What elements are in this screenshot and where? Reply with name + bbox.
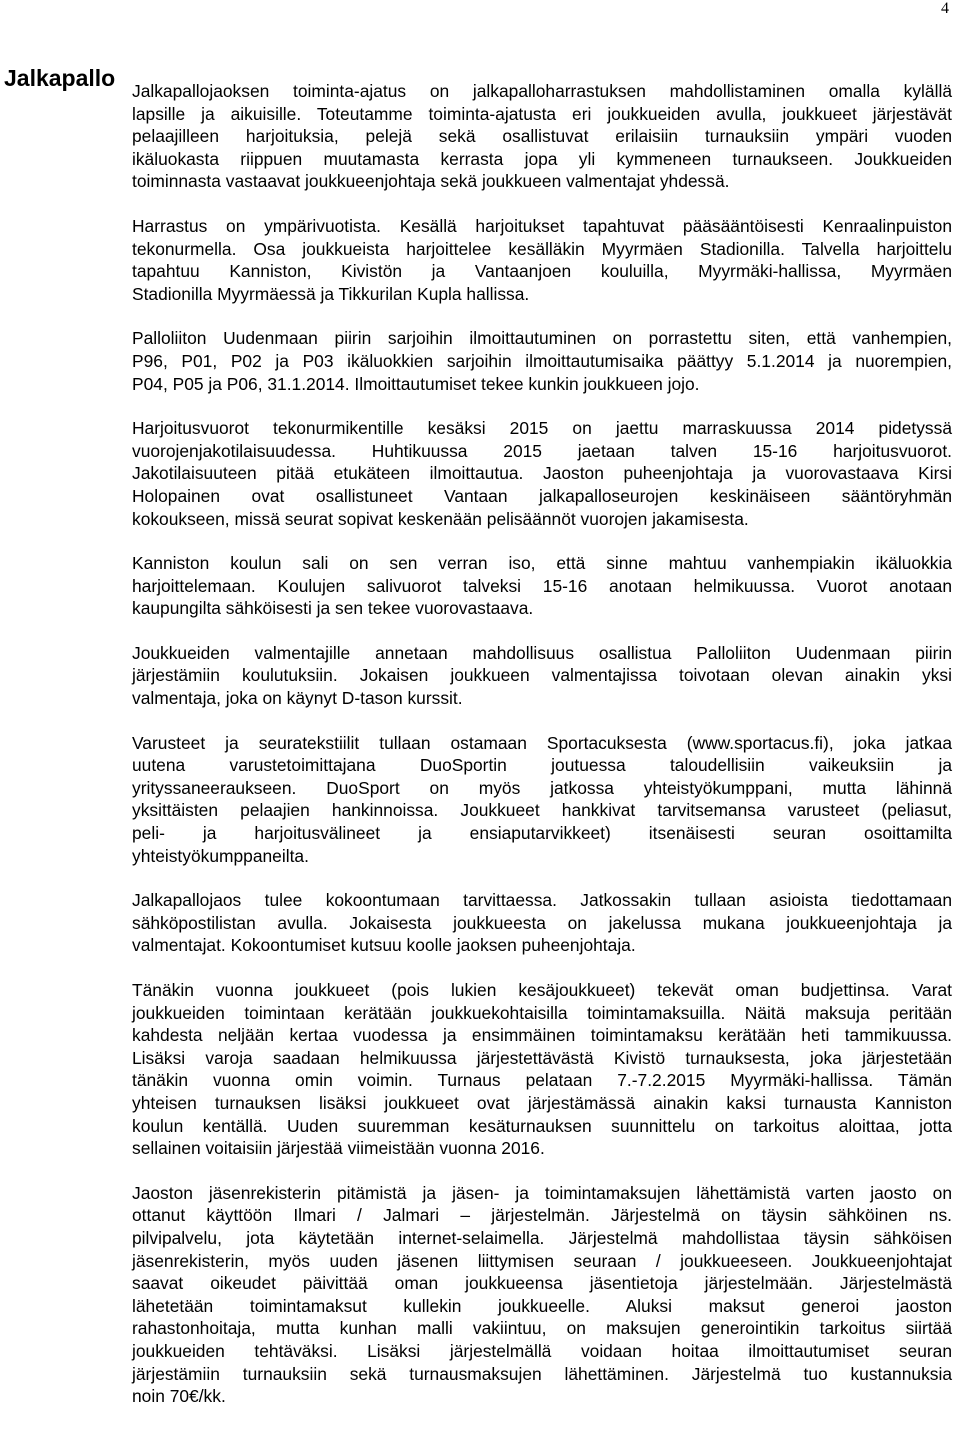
page-number: 4 — [941, 0, 949, 17]
document-body — [132, 80, 952, 1430]
paragraph-line: pilvipalvelu, jota käytetään internet-selaimella. Järjestelmä mahdollistaa täysin sähköisen — [132, 1227, 952, 1248]
paragraph-line: saavat oikeudet päivittää oman joukkueensa jäsentietoja järjestelmään. Järjestelmästä — [132, 1273, 952, 1294]
paragraph-line: järjestämiin koulutuksiin. Jokaisen joukkueen valmentajissa toivotaan olevan ainakin yksi — [132, 665, 952, 686]
paragraph-line: valmentajat. Kokoontumiset kutsuu koolle jaoksen puheenjohtaja. — [132, 935, 636, 956]
paragraph-line: uutena varustetoimittajana DuoSportin joutuessa taloudellisiin vaikeuksiin ja — [132, 755, 952, 776]
paragraph — [132, 417, 952, 530]
paragraph — [132, 215, 952, 305]
paragraph-line: Joukkueiden valmentajille annetaan mahdollisuus osallistua Palloliiton Uudenmaan piirin — [132, 642, 952, 663]
paragraph-line: Stadionilla Myyrmäessä ja Tikkurilan Kupla hallissa. — [132, 283, 530, 304]
paragraph-line: järjestämiin turnauksiin sekä turnausmaksujen lähettäminen. Järjestelmä tuo kustannuksia — [132, 1363, 952, 1384]
paragraph-line: joukkueiden tehtäväksi. Lisäksi järjestelmällä voidaan hoitaa ilmoittautumiset seuran — [132, 1340, 952, 1361]
paragraph-line: Jalkapallojaoksen toiminta-ajatus on jalkapalloharrastuksen mahdollistaminen omalla kylällä — [132, 81, 952, 101]
paragraph — [132, 642, 952, 710]
paragraph-line: Lisäksi varoja saadaan helmikuussa järjestettävästä Kivistö turnauksesta, joka järjestetään — [132, 1047, 952, 1068]
paragraph-line: tänäkin vuonna omin voimin. Turnaus pelataan 7.-7.2.2015 Myyrmäki-hallissa. Tämän — [132, 1070, 952, 1091]
paragraph-line: lähetetään toimintamaksut kullekin joukkueelle. Aluksi maksut generoi jaoston — [132, 1295, 952, 1316]
section-heading: Jalkapallo — [4, 65, 116, 91]
paragraph-line: Harjoitusvuorot tekonurmikentille kesäksi 2015 on jaettu marraskuussa 2014 pidetyssä — [132, 418, 952, 439]
paragraph-line: yhteisen turnauksen lisäksi joukkueet ovat järjestämässä ainakin kaksi turnausta Kanniston — [132, 1092, 952, 1113]
paragraph-line: peli- ja harjoitusvälineet ja ensiaputarvikkeet) itsenäisesti seuran osoittamilta — [132, 823, 952, 844]
paragraph-line: vuorojenjakotilaisuudessa. Huhtikuussa 2015 jaetaan talven 15-16 harjoitusvuorot. — [132, 440, 952, 461]
paragraph-line: harjoittelemaan. Koulujen salivuorot talveksi 15-16 anotaan helmikuussa. Vuorot anotaan — [132, 575, 952, 596]
paragraph-line: P04, P05 ja P06, 31.1.2014. Ilmoittautumiset tekee kunkin joukkueen jojo. — [132, 373, 700, 394]
paragraph — [132, 327, 952, 395]
paragraph-line: Harrastus on ympärivuotista. Kesällä harjoitukset tapahtuvat pääsääntöisesti Kenraalinpuiston — [132, 215, 952, 236]
paragraph-line: Jalkapallojaos tulee kokoontumaan tarvittaessa. Jatkossakin tullaan asioista tiedottamaan — [132, 890, 952, 911]
paragraph-line: tapahtuu Kanniston, Kivistön ja Vantaanjoen kouluilla, Myyrmäki-hallissa, Myyrmäen — [132, 261, 952, 282]
paragraph-line: P96, P01, P02 ja P03 ikäluokkien sarjoihin ilmoittautumisaika päättyy 5.1.2014 ja nuorempien, — [132, 350, 952, 371]
paragraph-line: kahdesta neljään kertaa vuodessa ja ensimmäinen toimintamaksu kerätään heti tammikuussa. — [132, 1025, 952, 1046]
paragraph-line: Palloliiton Uudenmaan piirin sarjoihin ilmoittautuminen on porrastettu siten, että vanhempien, — [132, 328, 952, 349]
paragraph-line: yrityssaneeraukseen. DuoSport on myös jatkossa yhteistyökumppani, mutta lähinnä — [132, 777, 952, 798]
paragraph-line: ottanut käyttöön Ilmari / Jalmari – järjestelmän. Järjestelmä on täysin sähköinen ns. — [132, 1205, 952, 1226]
paragraph-line: Jakotilaisuuteen pitää etukäteen ilmoittautua. Jaoston puheenjohtaja ja vuorovastaava Kirsi — [132, 463, 952, 484]
paragraph-line: pelaajilleen harjoituksia, pelejä sekä osallistuvat erilaisiin turnauksiin ympäri vuoden — [132, 126, 952, 147]
paragraph-line: sellainen voitaisiin järjestää viimeistään vuonna 2016. — [132, 1138, 545, 1159]
paragraph — [132, 80, 952, 193]
paragraph-line: Holopainen ovat osallistuneet Vantaan jalkapalloseurojen keskinäiseen sääntöryhmän — [132, 485, 952, 506]
paragraph-line: valmentaja, joka on käynyt D-tason kurssit. — [132, 688, 463, 709]
paragraph-line: Jaoston jäsenrekisterin pitämistä ja jäsen- ja toimintamaksujen lähettämistä varten jaosto on — [132, 1182, 952, 1203]
paragraph-line: koulun kentällä. Uuden suuremman kesäturnauksen suunnittelu on tarkoitus aloittaa, jotta — [132, 1115, 952, 1136]
paragraph-line: joukkueiden toimintaan kerätään joukkuekohtaisilla toimintamaksuilla. Näitä maksuja peritään — [132, 1002, 952, 1023]
paragraph — [132, 889, 952, 957]
paragraph-line: kaupungilta sähköisesti ja sen tekee vuorovastaava. — [132, 598, 534, 619]
paragraph-line: yksittäisten pelaajien hankinnoissa. Joukkueet hankkivat tarvitsemansa varusteet (peliasut, — [132, 800, 952, 821]
paragraph-line: sähköpostilistan avulla. Jokaisesta joukkueesta on jakelussa mukana joukkueenjohtaja ja — [132, 912, 952, 933]
paragraph-line: Varusteet ja seuratekstiilit tullaan ostamaan Sportacuksesta (www.sportacus.fi), joka jatkaa — [132, 732, 952, 753]
paragraph-line: yhteistyökumppaneilta. — [132, 845, 309, 866]
paragraph-line: Tänäkin vuonna joukkueet (pois lukien kesäjoukkueet) tekevät oman budjettinsa. Varat — [132, 980, 952, 1000]
paragraph-line: tekonurmella. Osa joukkueista harjoittelee kesälläkin Myyrmäen Stadionilla. Talvella harjoittelu — [132, 238, 952, 259]
paragraph-line: noin 70€/kk. — [132, 1386, 226, 1407]
paragraph-line: toiminnasta vastaavat joukkueenjohtaja sekä joukkueen valmentajat yhdessä. — [132, 171, 730, 192]
paragraph — [132, 732, 952, 868]
paragraph-line: lapsille ja aikuisille. Toteutamme toiminta-ajatusta eri joukkueiden avulla, joukkueet järjestävät — [132, 103, 952, 124]
paragraph-line: rahastonhoitaja, mutta kunhan malli vakiintuu, on maksujen generointikin tarkoitus siirtää — [132, 1318, 952, 1339]
paragraph — [132, 1182, 952, 1408]
paragraph-line: jäsenrekisterin, myös uuden jäsenen liittymisen seuraan / joukkueeseen. Joukkueenjohtajat — [132, 1250, 952, 1271]
paragraph — [132, 552, 952, 620]
paragraph-line: kokoukseen, missä seurat sopivat keskenään pelisäännöt vuorojen jakamisesta. — [132, 508, 749, 529]
paragraph — [132, 979, 952, 1160]
paragraph-line: ikäluokasta riippuen muutamasta kerrasta jopa yli kymmeneen turnaukseen. Joukkueiden — [132, 148, 952, 169]
paragraph-line: Kanniston koulun sali on sen verran iso, että sinne mahtuu vanhempiakin ikäluokkia — [132, 553, 952, 574]
